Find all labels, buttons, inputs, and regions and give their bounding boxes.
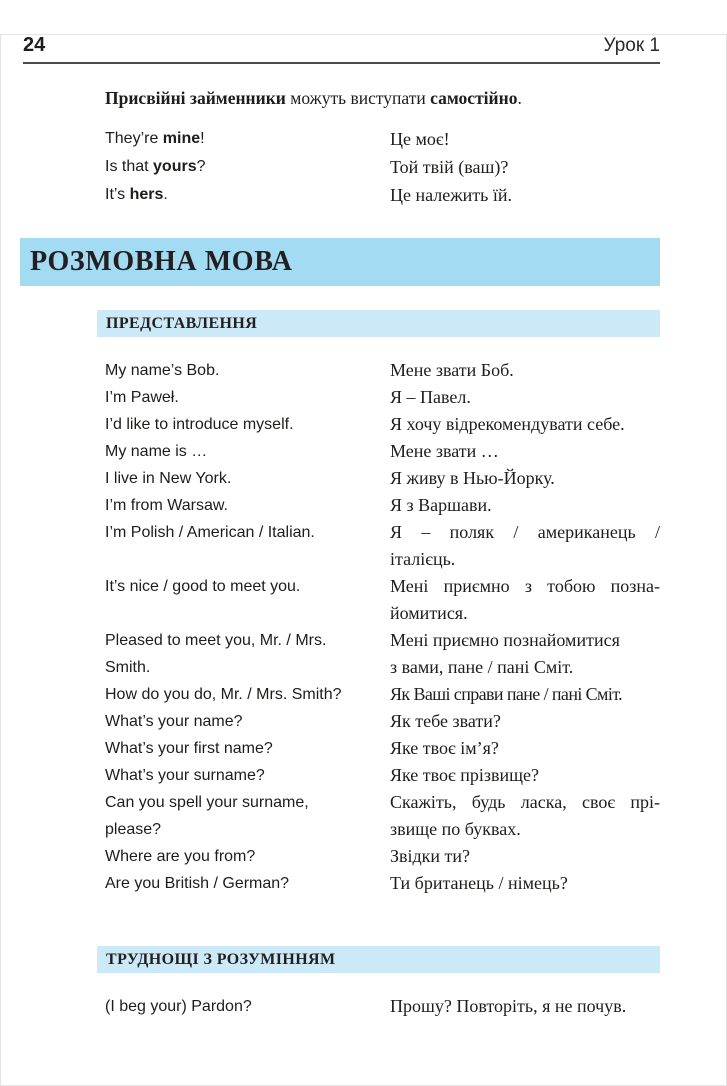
subsection-title: ПРЕДСТАВЛЕННЯ <box>106 314 258 332</box>
phrase-line: I live in New York. <box>105 470 232 487</box>
phrase-line: Ти британець / німець? <box>390 873 568 893</box>
phrase-line: Мені приємно з тобою позна- <box>390 576 660 596</box>
phrase-line: My name is … <box>105 443 208 460</box>
phrase-line: How do you do, Mr. / Mrs. Smith? <box>105 686 342 703</box>
phrase-en-text: ! <box>200 130 205 147</box>
phrase-en <box>105 627 390 681</box>
phrase-uk <box>390 870 660 897</box>
table-row <box>105 993 660 1020</box>
phrase-uk <box>390 411 660 465</box>
table-row <box>105 384 660 411</box>
phrase-line: My name’s Bob. <box>105 362 220 379</box>
phrase-table-comprehension <box>105 993 660 1020</box>
phrase-uk <box>390 762 660 789</box>
phrase-uk <box>390 384 660 411</box>
section-title: РОЗМОВНА МОВА <box>30 246 293 277</box>
phrase-line: I’d like to introduce myself. <box>105 416 294 433</box>
phrase-en <box>105 384 390 411</box>
phrase-line: What’s your first name? <box>105 740 273 757</box>
phrase-en <box>105 465 390 492</box>
phrase-line: Мене звати Боб. <box>390 360 514 380</box>
phrase-en-text: ? <box>196 158 206 175</box>
phrase-line: Мені приємно познайомитися <box>390 630 620 650</box>
phrase-line: please? <box>105 821 162 838</box>
phrase-line: It’s nice / good to meet you. <box>105 578 301 595</box>
phrase-table-introductions <box>105 357 660 897</box>
intro-bold-term-2: самостійно <box>430 88 518 108</box>
phrase-en <box>105 411 390 465</box>
phrase-en-bold: hers <box>129 186 164 203</box>
intro-text: можуть виступати <box>285 88 431 108</box>
phrase-line: йомитися. <box>390 603 468 623</box>
page-header <box>23 34 660 64</box>
phrase-en-text: Is that <box>105 158 154 175</box>
phrase-en <box>105 357 390 384</box>
phrase-en <box>105 681 390 708</box>
lesson-title: Урок 1 <box>603 35 660 56</box>
table-row <box>105 870 660 897</box>
phrase-uk: Це належить їй. <box>390 185 513 205</box>
phrase-line: Pleased to meet you, Mr. / Mrs. <box>105 632 327 649</box>
section-banner <box>20 238 660 286</box>
phrase-uk <box>390 681 660 708</box>
phrase-en <box>105 843 390 870</box>
phrase-line: Are you British / German? <box>105 875 290 892</box>
phrase-uk <box>390 357 660 384</box>
phrase-uk <box>390 573 660 627</box>
table-row <box>105 357 660 384</box>
table-row <box>105 843 660 870</box>
intro-bold-term: Присвійні займенники <box>105 88 286 108</box>
phrase-en <box>105 125 390 153</box>
phrase-en <box>105 735 390 762</box>
table-row <box>105 492 660 519</box>
table-row <box>105 573 660 627</box>
phrase-line: Я з Варшави. <box>390 495 492 515</box>
intro-period: . <box>517 88 522 108</box>
phrase-line: Я живу в Нью-Йорку. <box>390 468 555 488</box>
example-pairs <box>105 125 727 209</box>
table-row <box>105 627 660 681</box>
phrase-line: з вами, пане / пані Сміт. <box>390 657 574 677</box>
phrase-en <box>105 573 390 627</box>
phrase-en-bold: mine <box>162 130 201 147</box>
phrase-line: I’m from Warsaw. <box>105 497 228 514</box>
example-row <box>105 153 727 181</box>
phrase-en <box>105 519 390 573</box>
phrase-line: Я – Павел. <box>390 387 471 407</box>
table-row <box>105 411 660 465</box>
book-page <box>0 34 727 1086</box>
phrase-line: What’s your surname? <box>105 767 265 784</box>
phrase-en <box>105 153 390 181</box>
phrase-en <box>105 789 390 843</box>
phrase-line: Where are you from? <box>105 848 256 865</box>
subsection-banner-comprehension <box>97 946 660 973</box>
table-row <box>105 681 660 708</box>
phrase-uk <box>390 789 660 843</box>
phrase-line: Скажіть, будь ласка, своє прі- <box>390 792 660 812</box>
phrase-line: Can you spell your surname, <box>105 794 309 811</box>
phrase-line: Як тебе звати? <box>390 711 501 731</box>
table-row <box>105 789 660 843</box>
phrase-line: Звідки ти? <box>390 846 471 866</box>
phrase-line: звище по буквах. <box>390 819 521 839</box>
phrase-uk: Той твій (ваш)? <box>390 157 509 177</box>
intro-sentence <box>105 86 660 110</box>
phrase-uk <box>390 492 660 519</box>
phrase-en-text: It’s <box>105 186 130 203</box>
phrase-line: Я – поляк / американець / <box>390 522 660 542</box>
phrase-uk <box>390 627 660 681</box>
phrase-line: Яке твоє прізвище? <box>390 765 539 785</box>
phrase-uk <box>390 735 660 762</box>
phrase-line: Прошу? Повторіть, я не почув. <box>390 996 627 1016</box>
phrase-en <box>105 993 390 1020</box>
phrase-line: (I beg your) Pardon? <box>105 998 252 1015</box>
table-row <box>105 519 660 573</box>
table-row <box>105 735 660 762</box>
table-row <box>105 465 660 492</box>
example-row <box>105 125 727 153</box>
phrase-uk <box>390 465 660 492</box>
phrase-line: Мене звати … <box>390 441 499 461</box>
phrase-line: Smith. <box>105 659 151 676</box>
example-row <box>105 181 727 209</box>
phrase-uk: Це моє! <box>390 129 450 149</box>
phrase-line: I’m Paweł. <box>105 389 179 406</box>
subsection-title: ТРУДНОЩІ З РОЗУМІННЯМ <box>106 950 336 968</box>
phrase-line: Я хочу відрекомендувати себе. <box>390 414 625 434</box>
phrase-line: What’s your name? <box>105 713 243 730</box>
subsection-banner-introductions <box>97 310 660 337</box>
phrase-en-text: They’re <box>105 130 163 147</box>
phrase-line: I’m Polish / American / Italian. <box>105 524 315 541</box>
phrase-en <box>105 870 390 897</box>
table-row <box>105 708 660 735</box>
page-number: 24 <box>23 34 46 56</box>
phrase-line: Як Ваші справи пане / пані Сміт. <box>390 684 623 704</box>
phrase-en <box>105 492 390 519</box>
phrase-en <box>105 181 390 209</box>
phrase-uk <box>390 843 660 870</box>
phrase-en <box>105 762 390 789</box>
phrase-uk <box>390 519 660 573</box>
table-row <box>105 762 660 789</box>
phrase-en-bold: yours <box>153 158 197 175</box>
phrase-en <box>105 708 390 735</box>
phrase-line: італієць. <box>390 549 456 569</box>
phrase-uk <box>390 708 660 735</box>
phrase-line: Яке твоє ім’я? <box>390 738 499 758</box>
phrase-en-text: . <box>163 186 168 203</box>
phrase-uk <box>390 993 660 1020</box>
